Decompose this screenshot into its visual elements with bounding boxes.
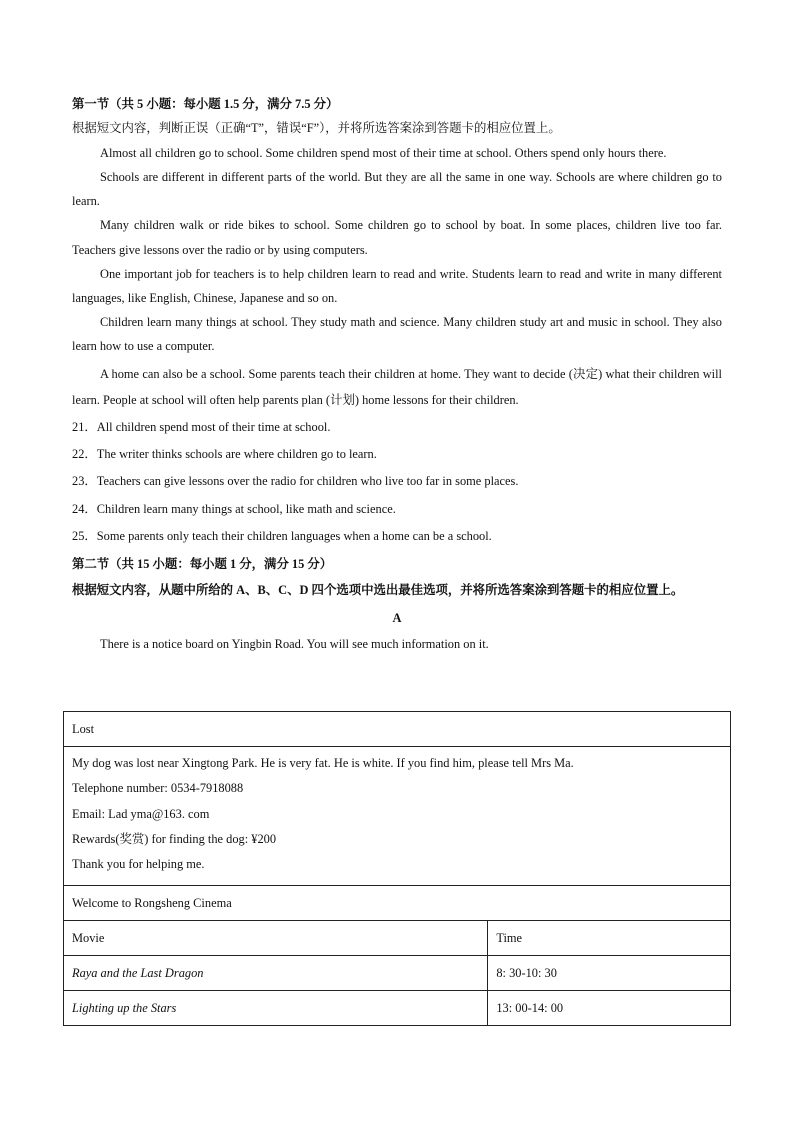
passage-paragraph: Almost all children go to school. Some children spend most of their time at school. Others spend only hours there. (100, 145, 667, 160)
lost-notice (64, 747, 731, 886)
passage-paragraph: Schools are different in different parts of the world. But they are all the same in one way. Schools are where children go to learn. (72, 170, 722, 209)
lost-description: My dog was lost near Xingtong Park. He is very fat. He is white. If you find him, please tell Mrs Ma. (72, 756, 574, 770)
notice-board-table (63, 711, 731, 1026)
table-row (64, 956, 731, 991)
section1-instruction: 根据短文内容，判断正误（正确“T”，错误“F”），并将所选答案涂到答题卡的相应位置上。 (72, 121, 561, 136)
telephone-number: Telephone number: 0534-7918088 (72, 781, 244, 796)
question-24: 24．Children learn many things at school, like math and science. (72, 501, 396, 516)
question-22: 22．The writer thinks schools are where children go to learn. (72, 447, 377, 462)
passage-paragraph: Children learn many things at school. They study math and science. Many children study art and music in school. They also learn how to use a computer. (72, 315, 722, 354)
movie-time: 8: 30-10: 30 (488, 956, 731, 991)
movie-title: Lighting up the Stars (64, 991, 488, 1026)
question-23: 23．Teachers can give lessons over the radio for children who live too far in some places. (72, 474, 519, 489)
email: Email: Lad yma@163. com (72, 806, 210, 821)
section1-heading: 第一节（共 5 小题：每小题 1.5 分，满分 7.5 分） (72, 97, 339, 111)
passage-paragraph: One important job for teachers is to help children learn to read and write. Students learn to read and write in many different languages, like English, Chinese, Japanese and so on. (72, 266, 722, 306)
time-column-header: Time (488, 921, 731, 956)
exam-page (72, 92, 722, 656)
movie-column-header: Movie (64, 921, 488, 956)
movie-title: Raya and the Last Dragon (64, 956, 488, 991)
passage-paragraph: Many children walk or ride bikes to school. Some children go to school by boat. In some places, children live too far. Teachers give lessons over the radio or by using computers. (72, 218, 722, 257)
part-label: A (392, 610, 402, 625)
reward: Rewards(奖赏) for finding the dog: ¥200 (72, 831, 277, 846)
movie-time: 13: 00-14: 00 (488, 991, 731, 1026)
section2-heading: 第二节（共 15 小题：每小题 1 分，满分 15 分） (72, 556, 333, 571)
question-25: 25．Some parents only teach their children languages when a home can be a school. (72, 529, 492, 544)
thanks: Thank you for helping me. (72, 857, 205, 872)
question-21: 21．All children spend most of their time at school. (72, 419, 331, 434)
table-row (64, 991, 731, 1026)
section2-instruction: 根据短文内容，从题中所给的 A、B、C、D 四个选项中选出最佳选项，并将所选答案涂到答题卡的相应位置上。 (72, 582, 684, 597)
notice-intro: There is a notice board on Yingbin Road. You will see much information on it. (100, 636, 489, 651)
cinema-title: Welcome to Rongsheng Cinema (64, 886, 731, 921)
lost-title: Lost (64, 712, 731, 747)
passage-paragraph: A home can also be a school. Some parents teach their children at home. They want to decide (决定) what their children will learn. People at school will often help parents plan (计划) home lessons for their children. (72, 366, 722, 408)
